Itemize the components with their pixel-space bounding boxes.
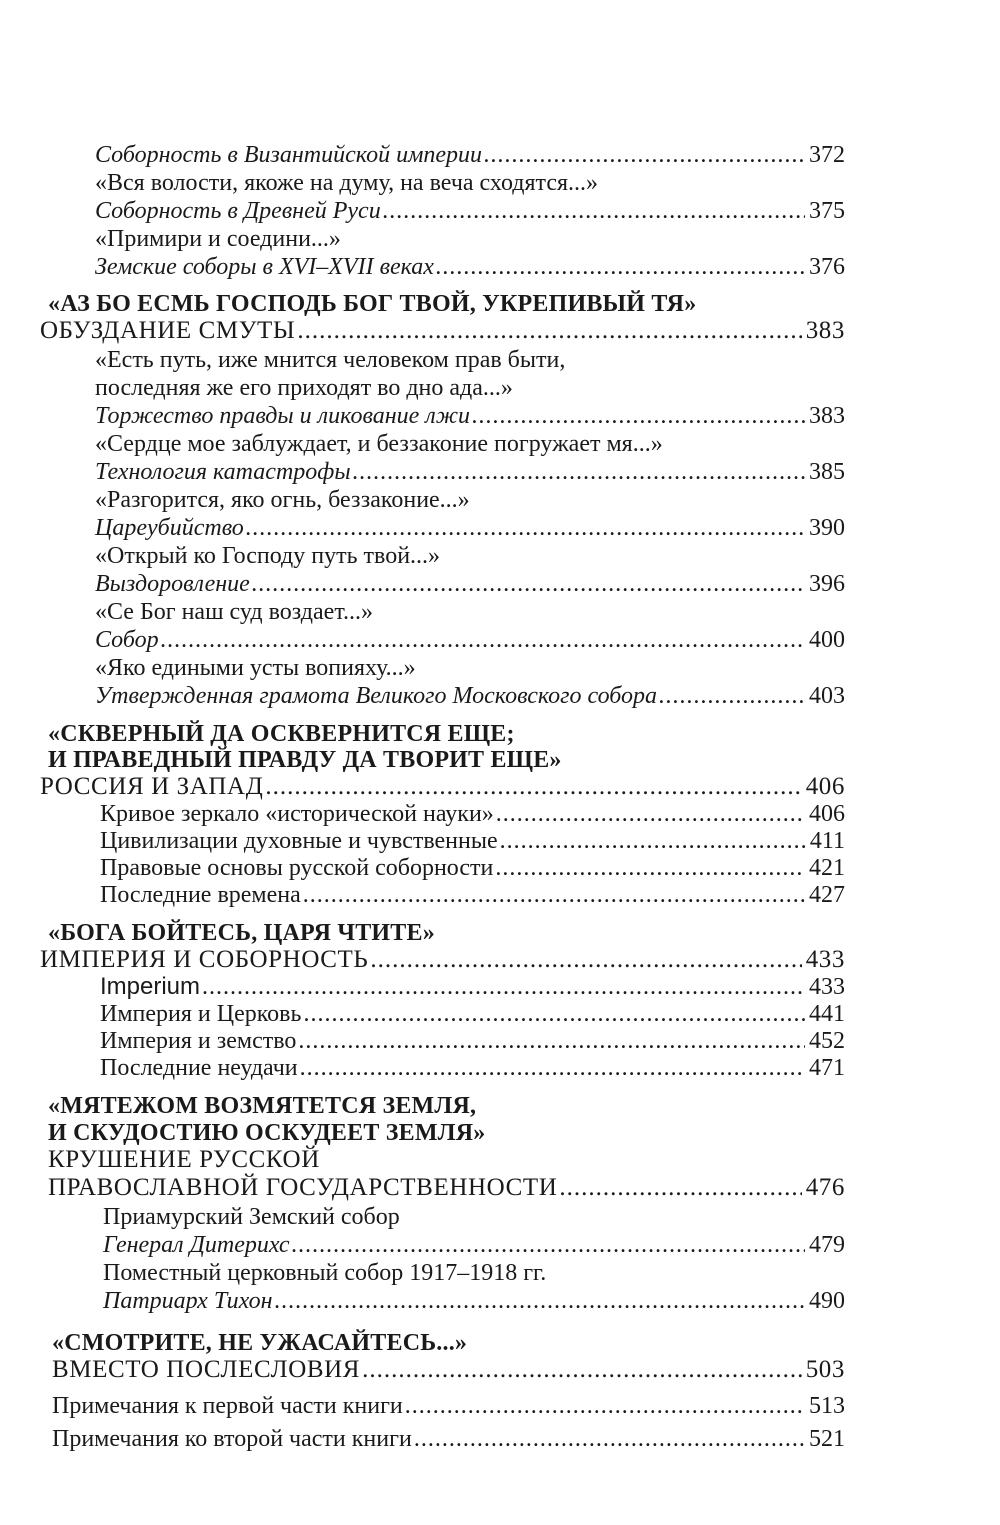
dot-leader	[559, 1173, 801, 1203]
toc-entry-technology	[95, 457, 845, 487]
section-heading: «БОГА БОЙТЕСЬ, ЦАРЯ ЧТИТЕ»	[48, 920, 435, 946]
toc-page-number: 403	[809, 683, 845, 709]
toc-page-number: 421	[809, 855, 845, 881]
toc-entry-title: Генерал Дитерихс	[103, 1232, 290, 1258]
toc-page-number: 476	[805, 1174, 845, 1201]
toc-entry-empire-zemstvo	[100, 1026, 845, 1056]
dot-leader	[202, 972, 805, 1002]
toc-subheading: Приамурский Земский собор	[103, 1204, 400, 1230]
dot-leader	[383, 196, 805, 226]
toc-page-number: 396	[809, 571, 845, 597]
section-heading: И СКУДОСТИЮ ОСКУДЕЕТ ЗЕМЛЯ»	[48, 1120, 486, 1146]
toc-page-number: 513	[809, 1393, 845, 1419]
toc-chapter-collapse	[48, 1173, 845, 1203]
toc-entry-title: Выздоровление	[95, 571, 250, 597]
toc-entry-sobor	[95, 625, 845, 655]
toc-entry-regicide	[95, 513, 845, 543]
dot-leader	[405, 1391, 805, 1421]
toc-subheading: Поместный церковный собор 1917–1918 гг.	[103, 1260, 547, 1286]
toc-entry-notes-part1	[52, 1391, 845, 1421]
toc-entry-civilizations	[100, 826, 845, 856]
section-heading: «АЗ БО ЕСМЬ ГОСПОДЬ БОГ ТВОЙ, УКРЕПИВЫЙ ТЯ»	[48, 291, 697, 317]
toc-entry-title: Земские соборы в XVI–XVII веках	[95, 254, 434, 280]
toc-page-number: 406	[809, 801, 845, 827]
toc-page-number: 433	[809, 974, 845, 1000]
dot-leader	[472, 401, 805, 431]
dot-leader	[495, 853, 805, 883]
toc-entry-notes-part2	[52, 1424, 845, 1454]
toc-entry-charter	[95, 681, 845, 711]
section-heading: «МЯТЕЖОМ ВОЗМЯТЕТСЯ ЗЕМЛЯ,	[48, 1093, 477, 1119]
toc-entry-zemsky-sobors	[95, 252, 845, 282]
toc-page-number: 375	[809, 198, 845, 224]
toc-page-number: 433	[805, 946, 845, 973]
toc-page-number: 471	[809, 1055, 845, 1081]
toc-entry-title: Правовые основы русской соборности	[100, 855, 494, 881]
section-heading: «СКВЕРНЫЙ ДА ОСКВЕРНИТСЯ ЕЩЕ;	[48, 721, 515, 747]
section-heading: «СМОТРИТЕ, НЕ УЖАСАЙТЕСЬ...»	[52, 1330, 468, 1356]
dot-leader	[300, 1053, 805, 1083]
toc-entry-tikhon	[103, 1286, 845, 1316]
toc-page-number: 390	[809, 515, 845, 541]
toc-page-number: 503	[805, 1356, 845, 1383]
dot-leader	[484, 140, 805, 170]
toc-entry-title: Империя и земство	[100, 1028, 297, 1054]
dot-leader	[275, 1286, 805, 1316]
toc-entry-title: Цареубийство	[95, 515, 244, 541]
toc-page-number: 441	[809, 1001, 845, 1027]
toc-chapter-empire	[40, 945, 845, 975]
toc-entry-ancient-rus	[95, 196, 845, 226]
toc-entry-empire-church	[100, 999, 845, 1029]
toc-entry-title: Патриарх Тихон	[103, 1288, 273, 1314]
toc-epigraph: «Се Бог наш суд воздает...»	[95, 599, 374, 625]
dot-leader	[370, 945, 801, 975]
toc-chapter-afterword	[52, 1355, 845, 1385]
toc-entry-title: Соборность в Византийской империи	[95, 142, 483, 168]
dot-leader	[265, 772, 801, 802]
toc-page-number: 452	[809, 1028, 845, 1054]
toc-entry-last-failures	[100, 1053, 845, 1083]
toc-entry-title: Соборность в Древней Руси	[95, 198, 381, 224]
toc-epigraph: последняя же его приходят во дно ада...»	[95, 375, 513, 401]
dot-leader	[297, 316, 801, 346]
toc-page-number: 372	[809, 142, 845, 168]
toc-chapter-smuta	[40, 316, 845, 346]
toc-page-number: 385	[809, 459, 845, 485]
toc-chapter-title: КРУШЕНИЕ РУССКОЙ	[48, 1146, 320, 1173]
toc-epigraph: «Разгорится, яко огнь, беззаконие...»	[95, 487, 470, 513]
dot-leader	[252, 569, 805, 599]
toc-page-number: 383	[809, 403, 845, 429]
dot-leader	[353, 457, 805, 487]
toc-entry-mirror	[100, 799, 845, 829]
toc-chapter-title: ИМПЕРИЯ И СОБОРНОСТЬ	[40, 946, 369, 973]
dot-leader	[500, 826, 806, 856]
toc-page-number: 427	[809, 882, 845, 908]
dot-leader	[414, 1424, 805, 1454]
toc-entry-title: Кривое зеркало «исторической науки»	[100, 801, 494, 827]
toc-epigraph: «Открый ко Господу путь твой...»	[95, 543, 441, 569]
toc-page-number: 411	[809, 828, 845, 854]
toc-entry-title: Последние неудачи	[100, 1055, 298, 1081]
toc-entry-title: Примечания ко второй части книги	[52, 1426, 412, 1452]
toc-chapter-title: ОБУЗДАНИЕ СМУТЫ	[40, 317, 296, 344]
dot-leader	[298, 1026, 805, 1056]
toc-entry-diterikhs	[103, 1230, 845, 1260]
dot-leader	[436, 252, 805, 282]
toc-chapter-title: ПРАВОСЛАВНОЙ ГОСУДАРСТВЕННОСТИ	[48, 1174, 558, 1201]
toc-page-number: 406	[805, 773, 845, 800]
toc-entry-title: Империя и Церковь	[100, 1001, 302, 1027]
toc-entry-title: Технология катастрофы	[95, 459, 351, 485]
dot-leader	[246, 513, 805, 543]
toc-epigraph: «Сердце мое заблуждает, и беззаконие погружает мя...»	[95, 431, 663, 457]
dot-leader	[659, 681, 805, 711]
toc-page-number: 383	[805, 317, 845, 344]
dot-leader	[303, 880, 805, 910]
dot-leader	[496, 799, 805, 829]
toc-page-number: 479	[809, 1232, 845, 1258]
dot-leader	[161, 625, 805, 655]
toc-entry-title: Цивилизации духовные и чувственные	[100, 828, 498, 854]
toc-epigraph: «Вся волости, якоже на думу, на веча сходятся...»	[95, 170, 599, 196]
dot-leader	[362, 1355, 802, 1385]
section-heading: И ПРАВЕДНЫЙ ПРАВДУ ДА ТВОРИТ ЕЩЕ»	[48, 747, 562, 773]
toc-page-number: 400	[809, 627, 845, 653]
toc-chapter-title: РОССИЯ И ЗАПАД	[40, 773, 264, 800]
toc-entry-imperium	[100, 972, 845, 1002]
toc-entry-title: Примечания к первой части книги	[52, 1393, 403, 1419]
toc-page-number: 376	[809, 254, 845, 280]
dot-leader	[303, 999, 805, 1029]
toc-entry-title: Утвержденная грамота Великого Московского собора	[95, 683, 658, 709]
toc-page-number: 521	[809, 1426, 845, 1452]
toc-entry-byzantine	[95, 140, 845, 170]
toc-entry-recovery	[95, 569, 845, 599]
toc-chapter-russia-west	[40, 772, 845, 802]
toc-entry-title: Imperium	[100, 973, 201, 1000]
dot-leader	[292, 1230, 805, 1260]
toc-entry-legal-basis	[100, 853, 845, 883]
toc-entry-title: Собор	[95, 627, 159, 653]
toc-entry-title: Торжество правды и ликование лжи	[95, 403, 471, 429]
toc-epigraph: «Есть путь, иже мнится человеком прав быти,	[95, 347, 566, 373]
toc-entry-title: Последние времена	[100, 882, 301, 908]
toc-entry-triumph	[95, 401, 845, 431]
toc-epigraph: «Яко едиными усты вопияху...»	[95, 655, 416, 681]
toc-page-number: 490	[809, 1288, 845, 1314]
toc-entry-last-times	[100, 880, 845, 910]
toc-epigraph: «Примири и соедини...»	[95, 226, 341, 252]
toc-chapter-title: ВМЕСТО ПОСЛЕСЛОВИЯ	[52, 1356, 361, 1383]
